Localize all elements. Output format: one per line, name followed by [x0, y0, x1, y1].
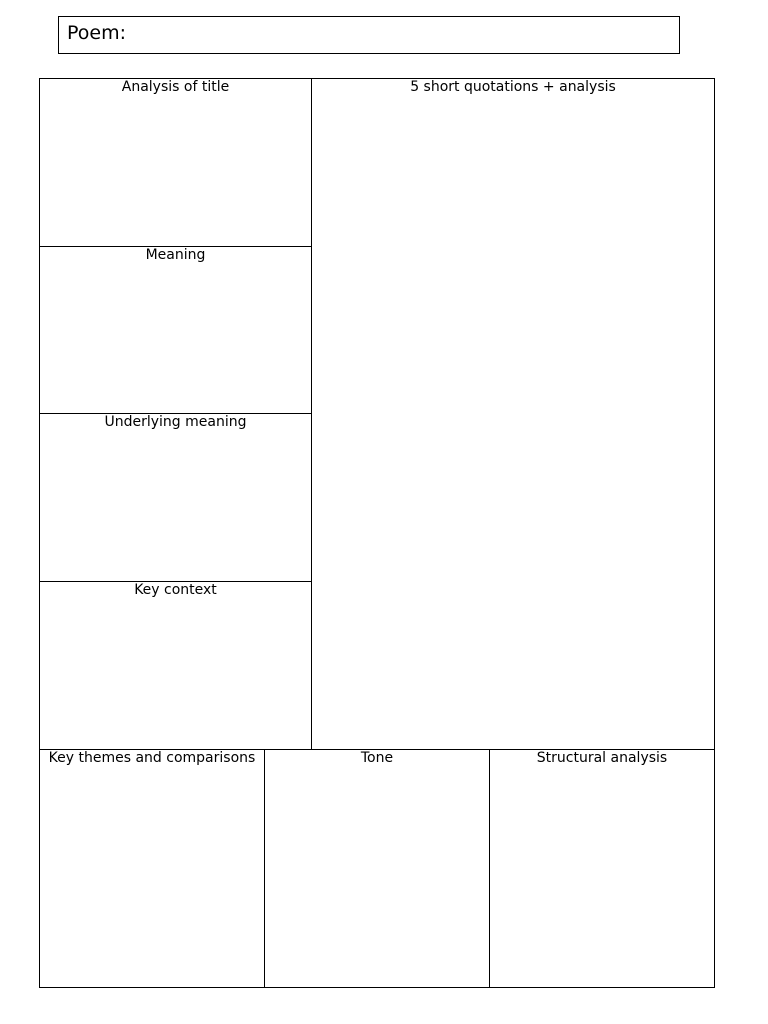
quotations-writing-area[interactable]: [312, 97, 714, 749]
tone-section: [265, 749, 490, 987]
key-themes-writing-area[interactable]: [40, 768, 264, 987]
underlying-meaning-heading: Underlying meaning: [104, 414, 247, 430]
analysis-of-title-writing-area[interactable]: [40, 97, 311, 246]
key-context-heading: Key context: [134, 582, 217, 598]
poem-title-box[interactable]: [58, 16, 680, 54]
analysis-of-title-heading: Analysis of title: [121, 79, 230, 95]
key-context-writing-area[interactable]: [40, 600, 311, 749]
tone-writing-area[interactable]: [265, 768, 489, 987]
quotations-heading: 5 short quotations + analysis: [410, 79, 616, 95]
structural-analysis-heading: Structural analysis: [536, 750, 668, 766]
quotations-section: [312, 79, 714, 749]
structural-analysis-section: [490, 749, 714, 987]
key-themes-section: [40, 749, 265, 987]
underlying-meaning-section: [40, 414, 312, 582]
meaning-writing-area[interactable]: [40, 265, 311, 413]
analysis-of-title-section: [40, 79, 312, 247]
structural-analysis-writing-area[interactable]: [490, 768, 714, 987]
key-context-section: [40, 582, 312, 749]
key-themes-heading: Key themes and comparisons: [48, 750, 256, 766]
worksheet-grid: [39, 78, 715, 988]
tone-heading: Tone: [360, 750, 394, 766]
underlying-meaning-writing-area[interactable]: [40, 432, 311, 581]
poem-label: Poem:: [67, 22, 127, 44]
meaning-section: [40, 247, 312, 414]
meaning-heading: Meaning: [145, 247, 206, 263]
